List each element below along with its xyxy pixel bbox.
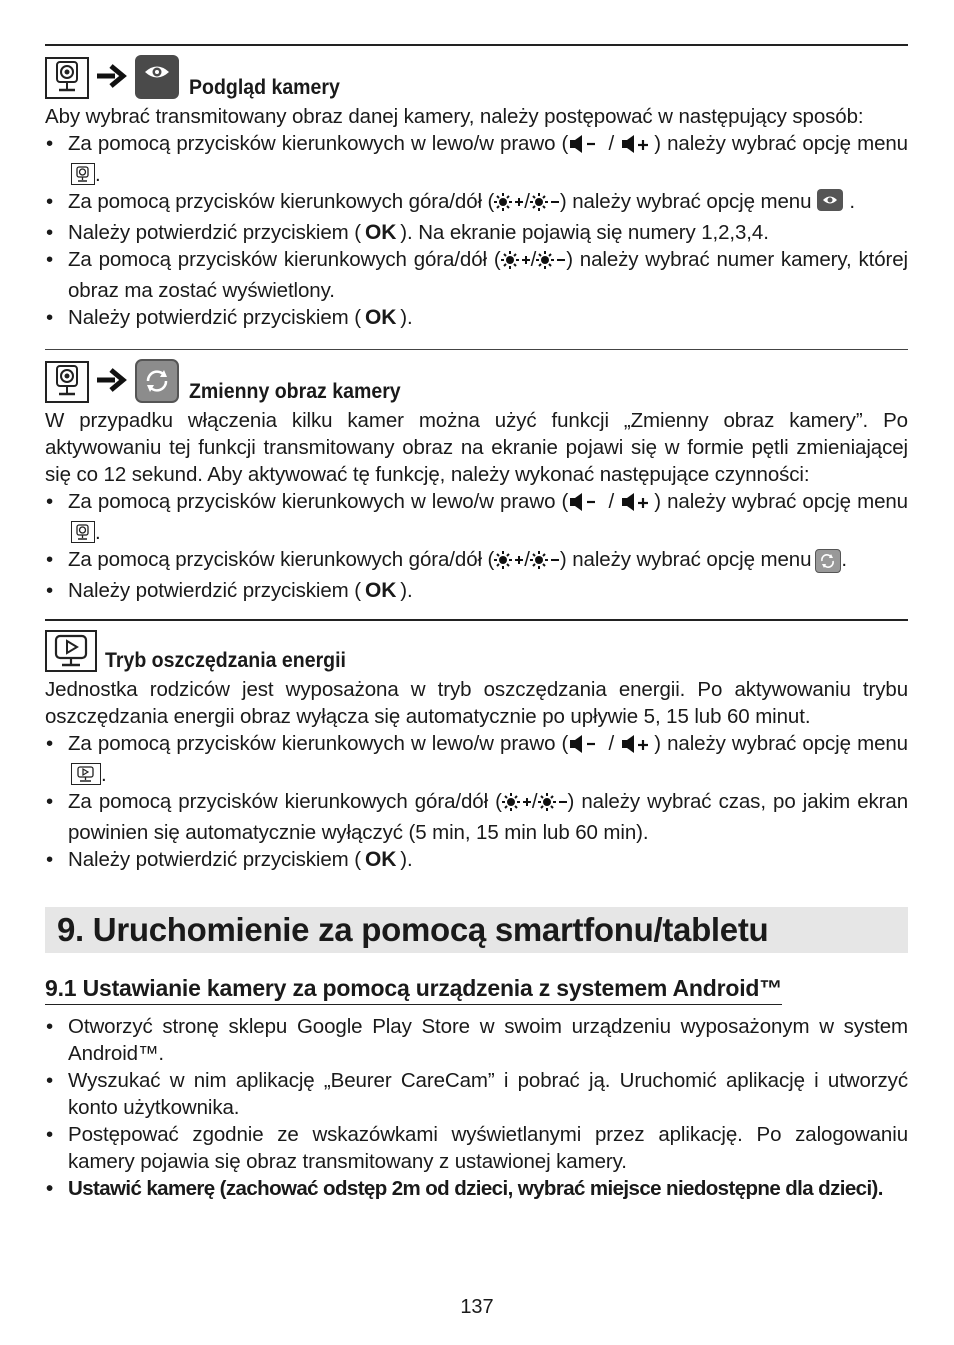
section-title: Podgląd kamery <box>189 76 340 99</box>
list-item: • Należy potwierdzić przyciskiem ( OK ). <box>45 846 908 873</box>
brightness-up-icon <box>501 250 531 277</box>
list-item: • Za pomocą przycisków kierunkowych góra/dół ( / ) należy wybrać opcję menu . <box>45 188 908 219</box>
section-header <box>45 55 908 99</box>
brightness-down-icon <box>538 792 568 819</box>
camera-menu-icon <box>71 521 95 543</box>
eye-menu-icon <box>817 189 843 211</box>
list-item: • Za pomocą przycisków kierunkowych w lewo/w prawo ( / ) należy wybrać opcję menu . <box>45 488 908 546</box>
section-divider <box>45 44 908 46</box>
section-header <box>45 630 908 672</box>
volume-up-icon <box>620 492 654 519</box>
chapter-heading <box>45 907 908 953</box>
manual-page <box>45 44 908 1202</box>
list-item: • Otworzyć stronę sklepu Google Play Store w swoim urządzeniu wyposażonym w system Android™. <box>45 1013 908 1067</box>
brightness-up-icon <box>494 550 524 577</box>
android-steps-list <box>45 1013 908 1202</box>
instruction-list <box>45 130 908 331</box>
list-item: • Należy potwierdzić przyciskiem ( OK ). Na ekranie pojawią się numery 1,2,3,4. <box>45 219 908 246</box>
section-divider <box>45 619 908 621</box>
volume-up-icon <box>620 134 654 161</box>
section-divider <box>45 349 908 350</box>
section-title: Tryb oszczędzania energii <box>105 649 346 672</box>
arrow-right-icon <box>95 64 129 93</box>
camera-menu-icon <box>71 163 95 185</box>
volume-down-icon <box>568 492 602 519</box>
list-item: • Należy potwierdzić przyciskiem ( OK ). <box>45 577 908 604</box>
ok-button-label: OK <box>364 579 397 602</box>
list-item: • Należy potwierdzić przyciskiem ( OK ). <box>45 304 908 331</box>
list-item-warning: • Ustawić kamerę (zachować odstęp 2m od dzieci, wybrać miejsce niedostępne dla dzieci). <box>45 1175 908 1202</box>
volume-up-icon <box>620 734 654 761</box>
volume-down-icon <box>568 734 602 761</box>
ok-button-label: OK <box>364 221 397 244</box>
camera-monitor-icon <box>45 361 89 403</box>
brightness-up-icon <box>494 192 524 219</box>
section-title: Zmienny obraz kamery <box>189 380 401 403</box>
ok-button-label: OK <box>364 306 397 329</box>
section-intro: Aby wybrać transmitowany obraz danej kamery, należy postępować w następujący sposób: <box>45 105 864 128</box>
rotate-cycle-icon <box>135 359 179 403</box>
eye-view-icon <box>135 55 179 99</box>
volume-down-icon <box>568 134 602 161</box>
list-item: • Za pomocą przycisków kierunkowych góra/dół ( / ) należy wybrać opcję menu . <box>45 546 908 577</box>
list-item: • Za pomocą przycisków kierunkowych góra/dół ( / ) należy wybrać numer kamery, której obraz ma zostać wyświetlony. <box>45 246 908 304</box>
section-header <box>45 359 908 403</box>
chapter-title: 9. Uruchomienie za pomocą smartfonu/tabletu <box>57 911 769 948</box>
section-intro: Jednostka rodziców jest wyposażona w tryb oszczędzania energii. Po aktywowaniu trybu oszczędzania energii obraz wyłącza się automatycznie po upływie 5, 15 lub 60 minut. <box>45 678 908 728</box>
screen-saver-menu-icon <box>71 763 101 785</box>
list-item: • Wyszukać w nim aplikację „Beurer CareCam” i pobrać ją. Uruchomić aplikację i utworzyć konto użytkownika. <box>45 1067 908 1121</box>
brightness-down-icon <box>536 250 566 277</box>
page-number: 137 <box>460 1296 494 1318</box>
list-item: • Za pomocą przycisków kierunkowych góra/dół ( / ) należy wybrać czas, po jakim ekran powinien się automatycznie wyłączyć (5 min, 15 min lub 60 min). <box>45 788 908 846</box>
ok-button-label: OK <box>364 848 397 871</box>
instruction-list <box>45 730 908 873</box>
instruction-list <box>45 488 908 604</box>
list-item: • Postępować zgodnie ze wskazówkami wyświetlanymi przez aplikację. Po zalogowaniu kamery pojawia się obraz transmitowany z ustawionej kamery. <box>45 1121 908 1175</box>
section-intro: W przypadku włączenia kilku kamer można użyć funkcji „Zmienny obraz kamery”. Po aktywowaniu tej funkcji transmitowany obraz na ekranie pojawi się w formie pętli zmieniającej się co 12 sekund. Aby aktywować tę funkcję, należy wykonać następujące czynności: <box>45 409 908 486</box>
camera-monitor-icon <box>45 57 89 99</box>
brightness-up-icon <box>502 792 532 819</box>
rotate-menu-icon <box>815 549 841 573</box>
screen-saver-icon <box>45 630 97 672</box>
brightness-down-icon <box>530 192 560 219</box>
list-item: • Za pomocą przycisków kierunkowych w lewo/w prawo ( / ) należy wybrać opcję menu . <box>45 130 908 188</box>
arrow-right-icon <box>95 368 129 397</box>
subchapter-title: 9.1 Ustawianie kamery za pomocą urządzenia z systemem Android™ <box>45 975 782 1005</box>
list-item: • Za pomocą przycisków kierunkowych w lewo/w prawo ( / ) należy wybrać opcję menu . <box>45 730 908 788</box>
brightness-down-icon <box>530 550 560 577</box>
